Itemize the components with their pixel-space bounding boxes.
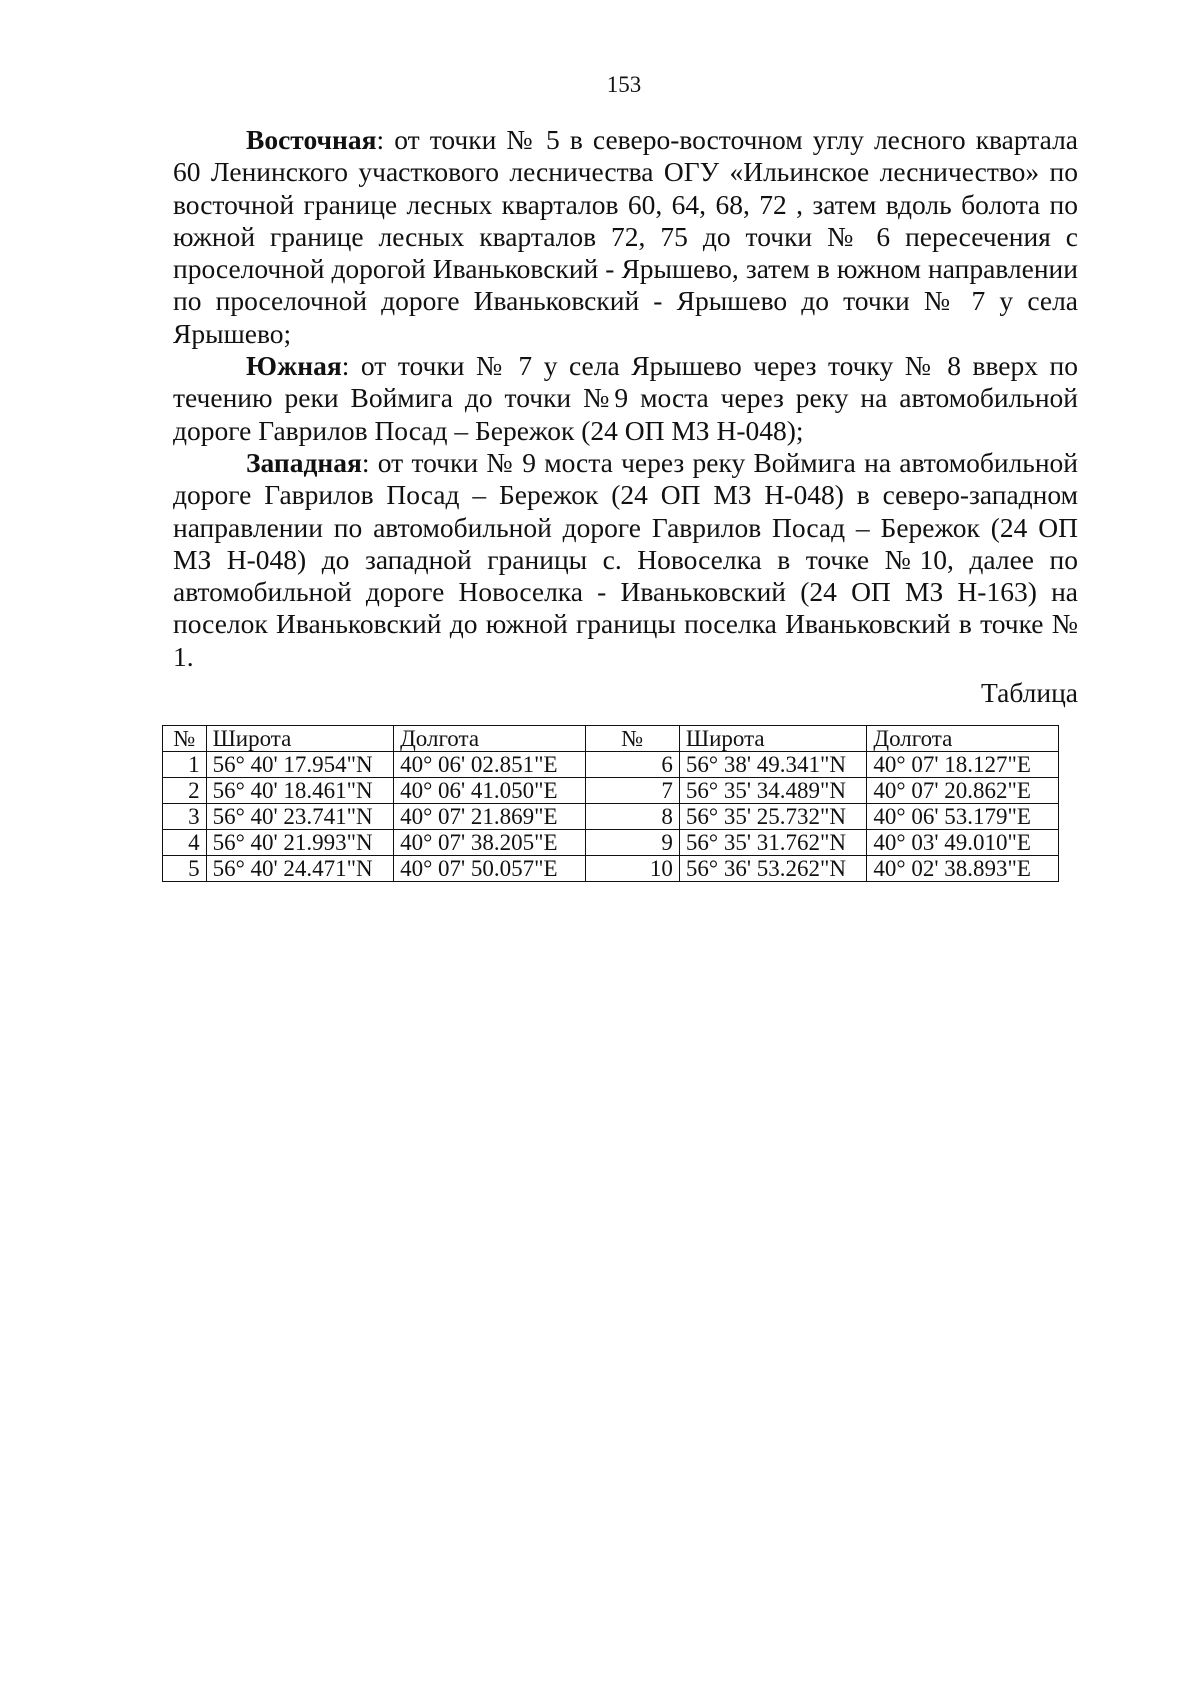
coordinates-table [162, 725, 1059, 882]
table-row [163, 856, 1059, 882]
paragraph-west [173, 447, 1078, 673]
header-number: № [163, 726, 207, 752]
paragraph-heading: Восточная [246, 124, 377, 155]
cell-latitude: 56° 40' 23.741"N [206, 804, 394, 830]
cell-longitude: 40° 07' 18.127"E [867, 752, 1059, 778]
cell-number: 6 [585, 752, 679, 778]
cell-longitude: 40° 06' 41.050"E [394, 778, 586, 804]
cell-number: 3 [163, 804, 207, 830]
cell-number: 2 [163, 778, 207, 804]
cell-longitude: 40° 06' 02.851"E [394, 752, 586, 778]
cell-number: 7 [585, 778, 679, 804]
table-caption: Таблица [981, 677, 1078, 709]
cell-longitude: 40° 06' 53.179"E [867, 804, 1059, 830]
cell-latitude: 56° 40' 21.993"N [206, 830, 394, 856]
table-row [163, 830, 1059, 856]
cell-latitude: 56° 35' 34.489"N [679, 778, 867, 804]
table-row [163, 804, 1059, 830]
header-longitude: Долгота [394, 726, 586, 752]
cell-number: 10 [585, 856, 679, 882]
cell-longitude: 40° 07' 50.057"E [394, 856, 586, 882]
cell-number: 8 [585, 804, 679, 830]
cell-latitude: 56° 40' 17.954"N [206, 752, 394, 778]
cell-longitude: 40° 02' 38.893"E [867, 856, 1059, 882]
header-latitude: Широта [206, 726, 394, 752]
paragraph-text: : от точки № 9 моста через реку Воймига на автомобильной дороге Гаврилов Посад – Бережок (24 ОП МЗ Н-048) в северо-западном направлении по автомобильной дороге Гаврилов Посад – Бережок (24 ОП МЗ Н-048) до западной границы с. Новоселка в точке №10, далее по автомобильной дороге Новоселка - Иваньковский (24 ОП МЗ Н-163) на поселок Иваньковский до южной границы поселка Иваньковский в точке № 1. [173, 446, 1078, 672]
cell-number: 1 [163, 752, 207, 778]
cell-latitude: 56° 40' 24.471"N [206, 856, 394, 882]
table-header-row [163, 726, 1059, 752]
cell-number: 4 [163, 830, 207, 856]
cell-latitude: 56° 38' 49.341"N [679, 752, 867, 778]
header-number: № [585, 726, 679, 752]
table-row [163, 752, 1059, 778]
cell-longitude: 40° 07' 20.862"E [867, 778, 1059, 804]
header-longitude: Долгота [867, 726, 1059, 752]
cell-number: 9 [585, 830, 679, 856]
document-body [173, 124, 1078, 709]
paragraph-south [173, 350, 1078, 447]
cell-longitude: 40° 07' 38.205"E [394, 830, 586, 856]
table-row [163, 778, 1059, 804]
paragraph-text: : от точки № 5 в северо-восточном углу лесного квартала 60 Ленинского участкового лесничества ОГУ «Ильинское лесничество» по восточной границе лесных кварталов 60, 64, 68, 72 , затем вдоль болота по южной границе лесных кварталов 72, 75 до точки № 6 пересечения с проселочной дорогой Иваньковский - Ярышево, затем в южном направлении по проселочной дороге Иваньковский - Ярышево до точки № 7 у села Ярышево; [173, 124, 1078, 349]
cell-number: 5 [163, 856, 207, 882]
cell-latitude: 56° 36' 53.262"N [679, 856, 867, 882]
cell-latitude: 56° 35' 31.762"N [679, 830, 867, 856]
page-number: 153 [606, 72, 642, 97]
paragraph-heading: Южная [246, 350, 342, 382]
paragraph-text: : от точки № 7 у села Ярышево через точку № 8 вверх по течению реки Воймига до точки №9 моста через реку на автомобильной дороге Гаврилов Посад – Бережок (24 ОП МЗ Н-048); [173, 350, 1078, 446]
cell-latitude: 56° 35' 25.732"N [679, 804, 867, 830]
cell-longitude: 40° 07' 21.869"E [394, 804, 586, 830]
paragraph-east [173, 124, 1078, 350]
header-latitude: Широта [679, 726, 867, 752]
paragraph-heading: Западная [246, 446, 362, 478]
cell-latitude: 56° 40' 18.461"N [206, 778, 394, 804]
cell-longitude: 40° 03' 49.010"E [867, 830, 1059, 856]
